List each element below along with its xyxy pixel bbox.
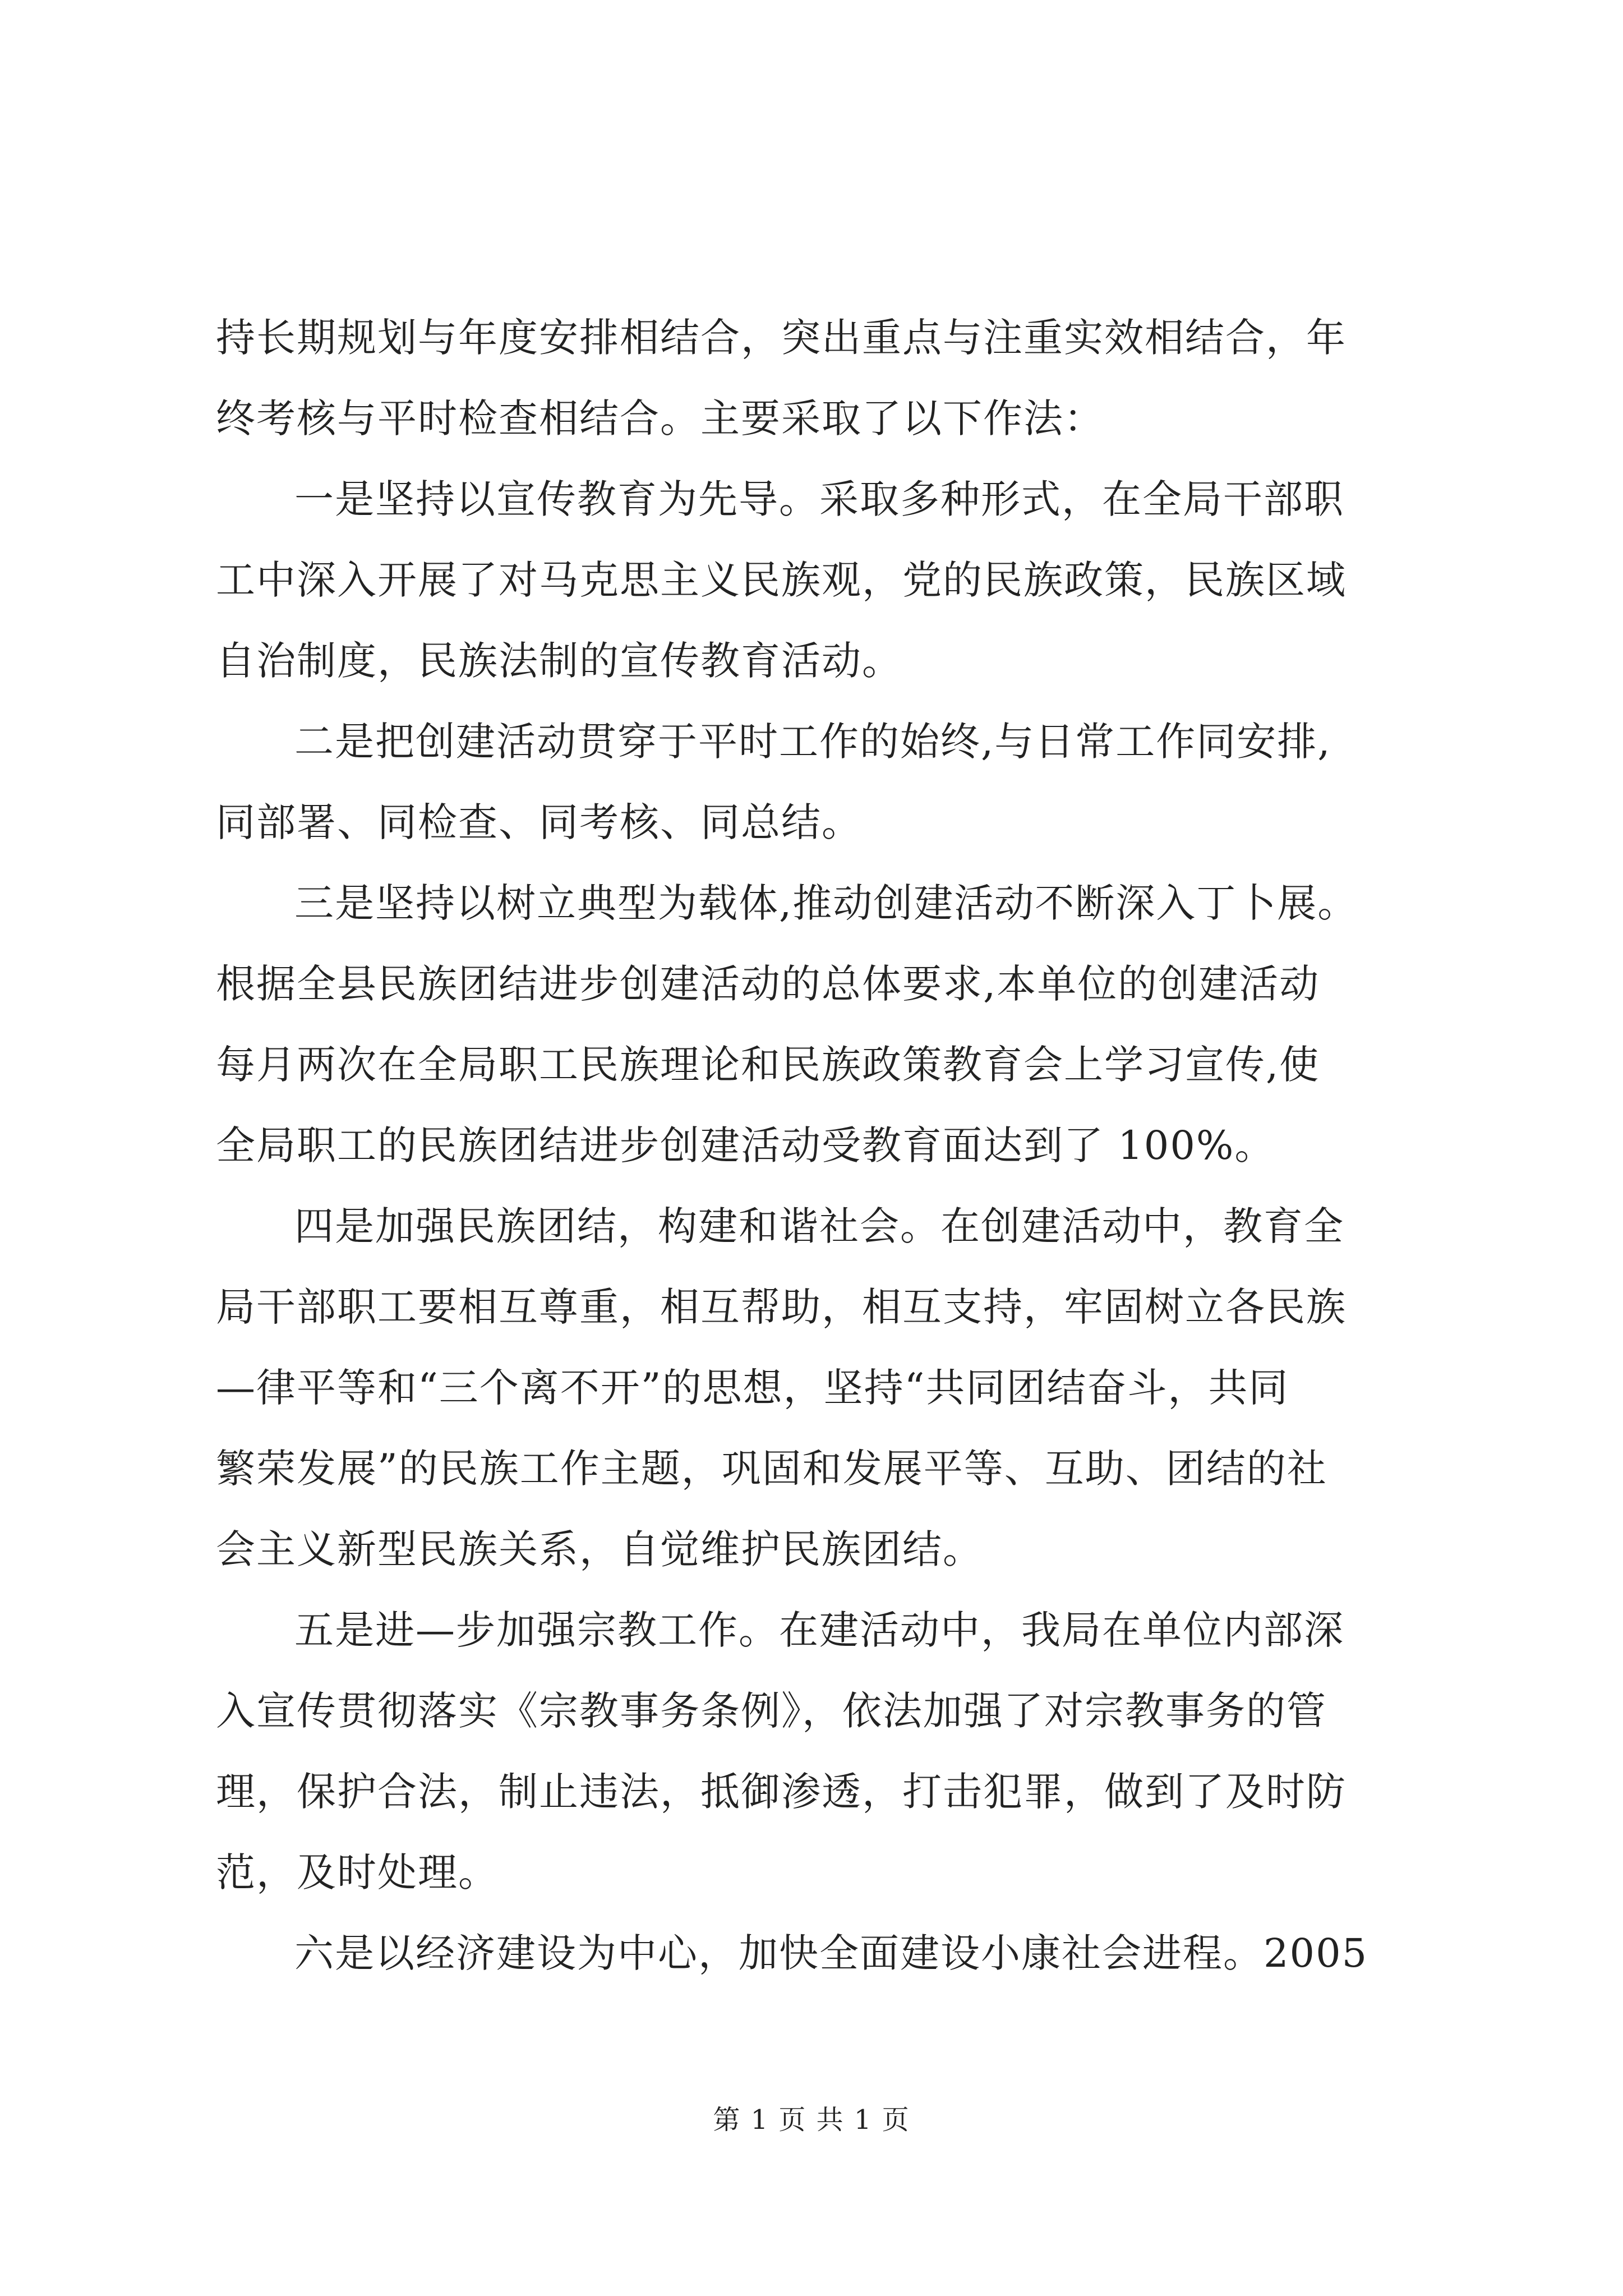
text-line: 终考核与平时检查相结合。主要采取了以下作法： (216, 395, 1104, 441)
text-line: 同部署、同检查、同考核、同总结。 (216, 799, 862, 845)
text-line: 二是把创建活动贯穿于平时工作的始终,与日常工作同安排, (294, 719, 1331, 765)
document-body (216, 297, 1427, 1994)
text-line: —律平等和“三个离不开”的思想，坚持“共同团结奋斗，共同 (216, 1365, 1289, 1411)
text-line: 繁荣发展”的民族工作主题，巩固和发展平等、互助、团结的社 (216, 1446, 1327, 1492)
text-line: 会主义新型民族关系，自觉维护民族团结。 (216, 1526, 983, 1572)
text-line: 局干部职工要相互尊重，相互帮助，相互支持，牢固树立各民族 (216, 1284, 1347, 1330)
text-line: 每月两次在全局职工民族理论和民族政策教育会上学习宣传,使 (216, 1042, 1320, 1088)
text-line: 工中深入开展了对马克思主义民族观，党的民族政策，民族区域 (216, 557, 1347, 603)
text-line: 根据全县民族团结进步创建活动的总体要求,本单位的创建活动 (216, 961, 1320, 1007)
text-line: 持长期规划与年度安排相结合，突出重点与注重实效相结合，年 (216, 315, 1347, 361)
text-line: 三是坚持以树立典型为载体,推动创建活动不断深入丁卜展。 (294, 880, 1358, 926)
page-footer: 第 1 页 共 1 页 (713, 2104, 910, 2136)
text-line: 六是以经济建设为中心，加快全面建设小康社会进程。2005 (294, 1930, 1368, 1976)
text-line: 五是进—步加强宗教工作。在建活动中，我局在单位内部深 (294, 1607, 1344, 1653)
text-line: 入宣传贯彻落实《宗教事务条例》，依法加强了对宗教事务的管 (216, 1688, 1327, 1734)
text-line: 四是加强民族团结，构建和谐社会。在创建活动中，教育全 (294, 1203, 1344, 1249)
text-line: 范，及时处理。 (216, 1849, 499, 1895)
text-line: 一是坚持以宣传教育为先导。采取多种形式，在全局干部职 (294, 476, 1344, 522)
text-line: 自治制度，民族法制的宣传教育活动。 (216, 638, 902, 684)
text-line: 全局职工的民族团结进步创建活动受教育面达到了 100%。 (216, 1122, 1275, 1168)
text-line: 理，保护合法，制止违法，抵御渗透，打击犯罪，做到了及时防 (216, 1769, 1347, 1815)
